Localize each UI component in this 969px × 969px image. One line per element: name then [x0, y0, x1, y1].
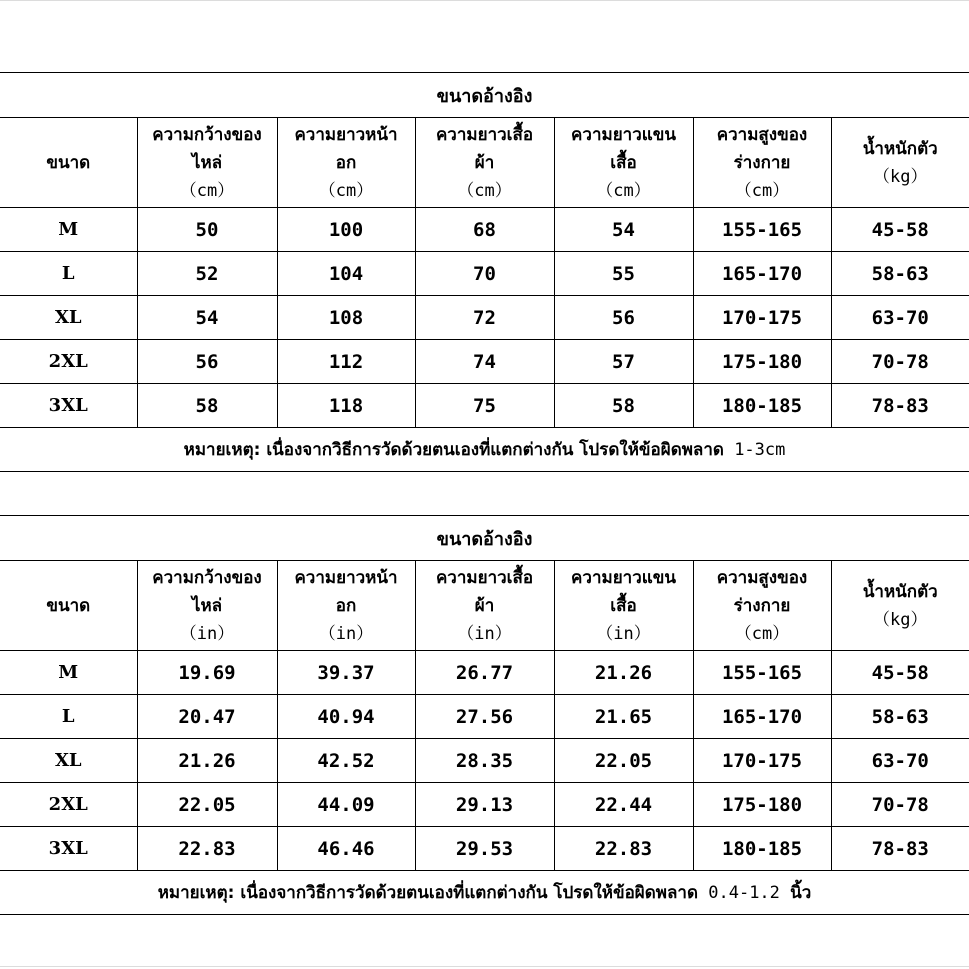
- value-cell: 58-63: [831, 695, 969, 739]
- value-cell: 45-58: [831, 651, 969, 695]
- size-cell: 2XL: [0, 783, 137, 827]
- size-column-header: ขนาด: [0, 118, 137, 208]
- size-cell: XL: [0, 739, 137, 783]
- value-cell: 56: [137, 340, 277, 384]
- size-cell: 2XL: [0, 340, 137, 384]
- column-header-sleeve: [554, 561, 693, 651]
- value-cell: 58: [137, 384, 277, 428]
- header-line: ความกว้างของ: [152, 124, 262, 145]
- table-note-row: [0, 871, 969, 915]
- size-cell: 3XL: [0, 827, 137, 871]
- value-cell: 68: [415, 208, 554, 252]
- value-cell: 55: [554, 252, 693, 296]
- top-edge-line: [0, 0, 969, 1]
- size-table-inch: [0, 515, 969, 915]
- value-cell: 63-70: [831, 296, 969, 340]
- header-unit: （cm）: [318, 180, 374, 201]
- value-cell: 44.09: [277, 783, 415, 827]
- header-line: ร่างกาย: [733, 152, 791, 173]
- value-cell: 21.26: [554, 651, 693, 695]
- header-line: ความยาวหน้า: [294, 567, 398, 588]
- note-label: หมายเหตุ: เนื่องจากวิธีการวัดด้วยตนเองที่แตกต่างกัน โปรดให้ข้อผิดพลาด: [157, 883, 699, 903]
- value-cell: 22.83: [554, 827, 693, 871]
- value-cell: 70-78: [831, 783, 969, 827]
- size-cell: M: [0, 208, 137, 252]
- header-unit: （in）: [457, 623, 512, 644]
- column-header-chest: [277, 118, 415, 208]
- header-line: ความยาวเสื้อ: [435, 124, 534, 145]
- value-cell: 165-170: [693, 695, 831, 739]
- column-header-height: [693, 118, 831, 208]
- note-label: หมายเหตุ: เนื่องจากวิธีการวัดด้วยตนเองที่แตกต่างกัน โปรดให้ข้อผิดพลาด: [183, 440, 724, 460]
- header-line: น้ำหนักตัว: [862, 138, 938, 159]
- column-header-length: [415, 118, 554, 208]
- value-cell: 170-175: [693, 739, 831, 783]
- value-cell: 72: [415, 296, 554, 340]
- table-row: [0, 340, 969, 384]
- value-cell: 180-185: [693, 384, 831, 428]
- value-cell: 22.05: [137, 783, 277, 827]
- value-cell: 42.52: [277, 739, 415, 783]
- value-cell: 19.69: [137, 651, 277, 695]
- column-header-shoulder: [137, 561, 277, 651]
- value-cell: 78-83: [831, 384, 969, 428]
- value-cell: 21.26: [137, 739, 277, 783]
- value-cell: 63-70: [831, 739, 969, 783]
- header-unit: （in）: [179, 623, 235, 644]
- table-note: [0, 428, 969, 472]
- value-cell: 21.65: [554, 695, 693, 739]
- value-cell: 45-58: [831, 208, 969, 252]
- size-cell: 3XL: [0, 384, 137, 428]
- table-header-row: [0, 561, 969, 651]
- value-cell: 29.53: [415, 827, 554, 871]
- table-row: [0, 783, 969, 827]
- size-cell: M: [0, 651, 137, 695]
- value-cell: 180-185: [693, 827, 831, 871]
- column-header-sleeve: [554, 118, 693, 208]
- value-cell: 175-180: [693, 783, 831, 827]
- header-unit: （in）: [318, 623, 374, 644]
- value-cell: 70: [415, 252, 554, 296]
- value-cell: 20.47: [137, 695, 277, 739]
- column-header-chest: [277, 561, 415, 651]
- value-cell: 78-83: [831, 827, 969, 871]
- header-unit: （cm）: [457, 180, 512, 201]
- value-cell: 52: [137, 252, 277, 296]
- size-cell: L: [0, 252, 137, 296]
- value-cell: 155-165: [693, 208, 831, 252]
- header-unit: （in）: [596, 623, 651, 644]
- table-note-row: [0, 428, 969, 472]
- value-cell: 56: [554, 296, 693, 340]
- header-line: ความกว้างของ: [152, 567, 262, 588]
- bottom-edge-line: [0, 966, 969, 967]
- header-unit: （cm）: [596, 180, 651, 201]
- value-cell: 54: [554, 208, 693, 252]
- value-cell: 104: [277, 252, 415, 296]
- header-unit: （cm）: [734, 180, 790, 201]
- note-value: 1-3cm: [723, 440, 786, 460]
- column-header-weight: [831, 118, 969, 208]
- value-cell: 155-165: [693, 651, 831, 695]
- value-cell: 57: [554, 340, 693, 384]
- table-row: [0, 384, 969, 428]
- header-line: ไหล่: [191, 595, 223, 616]
- value-cell: 27.56: [415, 695, 554, 739]
- table-row: [0, 695, 969, 739]
- column-header-length: [415, 561, 554, 651]
- table-title-row: [0, 516, 969, 561]
- header-line: ไหล่: [191, 152, 223, 173]
- header-line: เสื้อ: [610, 152, 637, 173]
- note-value: 0.4-1.2: [698, 883, 791, 903]
- header-unit: （kg）: [873, 166, 928, 187]
- value-cell: 28.35: [415, 739, 554, 783]
- value-cell: 22.44: [554, 783, 693, 827]
- value-cell: 54: [137, 296, 277, 340]
- size-cell: XL: [0, 296, 137, 340]
- table-row: [0, 252, 969, 296]
- size-column-header: ขนาด: [0, 561, 137, 651]
- column-header-weight: [831, 561, 969, 651]
- header-unit: （cm）: [734, 623, 790, 644]
- header-line: ผ้า: [474, 152, 495, 173]
- header-line: ความยาวหน้า: [294, 124, 398, 145]
- header-line: ความสูงของ: [716, 124, 808, 145]
- value-cell: 170-175: [693, 296, 831, 340]
- value-cell: 29.13: [415, 783, 554, 827]
- table-title: ขนาดอ้างอิง: [0, 73, 969, 118]
- value-cell: 22.05: [554, 739, 693, 783]
- table-row: [0, 208, 969, 252]
- value-cell: 108: [277, 296, 415, 340]
- header-line: ความยาวเสื้อ: [435, 567, 534, 588]
- header-line: น้ำหนักตัว: [862, 581, 938, 602]
- value-cell: 118: [277, 384, 415, 428]
- table-row: [0, 739, 969, 783]
- note-suffix: นิ้ว: [790, 883, 812, 903]
- header-line: ความยาวแขน: [571, 567, 676, 588]
- column-header-shoulder: [137, 118, 277, 208]
- table-note: [0, 871, 969, 915]
- table-title: ขนาดอ้างอิง: [0, 516, 969, 561]
- header-line: ความยาวแขน: [571, 124, 676, 145]
- value-cell: 40.94: [277, 695, 415, 739]
- header-line: ความสูงของ: [716, 567, 808, 588]
- header-unit: （cm）: [179, 180, 235, 201]
- table-row: [0, 827, 969, 871]
- value-cell: 39.37: [277, 651, 415, 695]
- value-cell: 50: [137, 208, 277, 252]
- value-cell: 165-170: [693, 252, 831, 296]
- value-cell: 26.77: [415, 651, 554, 695]
- value-cell: 22.83: [137, 827, 277, 871]
- value-cell: 58: [554, 384, 693, 428]
- table-row: [0, 651, 969, 695]
- column-header-height: [693, 561, 831, 651]
- value-cell: 112: [277, 340, 415, 384]
- value-cell: 74: [415, 340, 554, 384]
- value-cell: 46.46: [277, 827, 415, 871]
- size-table-cm: [0, 72, 969, 472]
- header-line: อก: [335, 152, 357, 173]
- table-header-row: [0, 118, 969, 208]
- size-cell: L: [0, 695, 137, 739]
- header-unit: （kg）: [873, 609, 928, 630]
- header-line: ร่างกาย: [733, 595, 791, 616]
- header-line: ผ้า: [474, 595, 495, 616]
- header-line: อก: [335, 595, 357, 616]
- value-cell: 58-63: [831, 252, 969, 296]
- table-title-row: [0, 73, 969, 118]
- value-cell: 175-180: [693, 340, 831, 384]
- header-line: เสื้อ: [610, 595, 637, 616]
- value-cell: 70-78: [831, 340, 969, 384]
- value-cell: 100: [277, 208, 415, 252]
- value-cell: 75: [415, 384, 554, 428]
- table-row: [0, 296, 969, 340]
